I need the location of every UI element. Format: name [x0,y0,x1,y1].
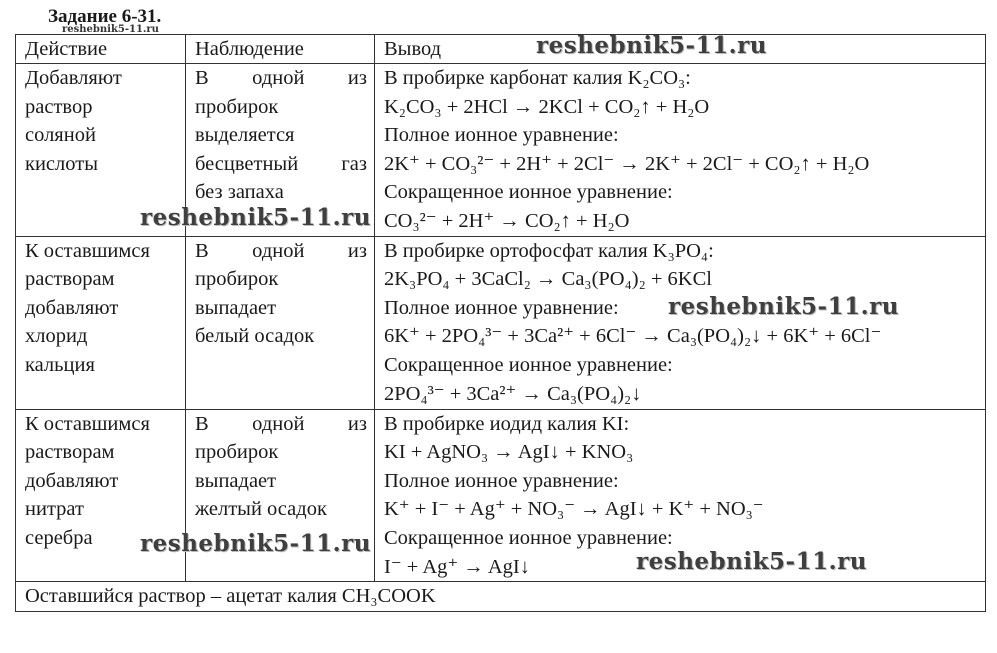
watermark-small: reshebnik5-11.ru [62,24,159,35]
equation-line: 2K₃PO₄ + 3CaCl₂ → Ca₃(PO₄)₂ + 6KCl [384,268,712,291]
observation-line: В одной из [195,239,367,262]
watermark: reshebnik5-11.ru [140,204,371,231]
equation-line: CO₃²⁻ + 2H⁺ → CO₂↑ + H₂O [384,209,630,232]
watermark: reshebnik5-11.ru [140,530,371,557]
table-header-row [16,35,986,64]
observation-line: без запаха [195,181,284,204]
observation-line: пробирок [195,441,279,464]
results-table [15,34,986,612]
action-line: кислоты [25,152,98,175]
conclusion-cell [375,64,986,237]
observation-line: выпадает [195,296,277,319]
conclusion-line: Сокращенное ионное уравнение: [384,181,673,204]
equation-line: 6K⁺ + 2PO₄³⁻ + 3Ca²⁺ + 6Cl⁻ → Ca₃(PO₄)₂↓ + 6K⁺ + 6Cl⁻ [384,325,882,348]
header-action: Действие [16,35,186,64]
footer-cell: Оставшийся раствор – ацетат калия CH₃COOK [16,582,986,612]
observation-line: пробирок [195,95,279,118]
conclusion-line: В пробирке карбонат калия K₂CO₃: [384,67,691,89]
action-cell [16,236,186,409]
action-line: К оставшимся [25,239,150,262]
action-line: К оставшимся [25,412,150,435]
action-line: нитрат [25,498,84,521]
observation-line: пробирок [195,268,279,291]
header-conclusion: Вывод [375,35,986,64]
equation-line: K₂CO₃ + 2HCl → 2KCl + CO₂↑ + H₂O [384,95,710,118]
watermark: reshebnik5-11.ru [536,32,767,59]
watermark: reshebnik5-11.ru [668,293,899,320]
observation-cell [186,236,375,409]
action-line: растворам [25,441,115,464]
conclusion-line: Полное ионное уравнение: [384,296,619,319]
table-footer-row [16,582,986,612]
conclusion-line: Сокращенное ионное уравнение: [384,526,673,549]
action-line: серебра [25,526,93,549]
observation-line: выделяется [195,124,295,147]
observation-line: В одной из [195,412,367,435]
conclusion-line: В пробирке иодид калия KI: [384,412,630,435]
action-line: растворам [25,268,115,291]
action-line: раствор [25,95,93,118]
equation-line: K⁺ + I⁻ + Ag⁺ + NO₃⁻ → AgI↓ + K⁺ + NO₃⁻ [384,498,764,521]
equation-line: KI + AgNO₃ → AgI↓ + KNO₃ [384,441,634,464]
action-line: добавляют [25,469,119,492]
observation-line: желтый осадок [195,498,327,521]
header-observation: Наблюдение [186,35,375,64]
equation-line: 2PO₄³⁻ + 3Ca²⁺ → Ca₃(PO₄)₂↓ [384,382,642,405]
observation-line: белый осадок [195,325,315,348]
action-line: добавляют [25,296,119,319]
action-line: Добавляют [25,67,122,89]
action-line: соляной [25,124,96,147]
watermark: reshebnik5-11.ru [636,548,867,575]
observation-line: бесцветный газ [195,152,367,175]
action-line: кальция [25,353,95,376]
task-title: Задание 6-31. [48,6,162,27]
observation-line: выпадает [195,469,277,492]
observation-line: В одной из [195,67,367,89]
table-row [16,236,986,409]
action-line: хлорид [25,325,88,348]
conclusion-line: Полное ионное уравнение: [384,124,619,147]
conclusion-line: Полное ионное уравнение: [384,469,619,492]
equation-line: I⁻ + Ag⁺ → AgI↓ [384,555,530,578]
equation-line: 2K⁺ + CO₃²⁻ + 2H⁺ + 2Cl⁻ → 2K⁺ + 2Cl⁻ + CO₂↑ + H₂O [384,152,870,175]
conclusion-line: Сокращенное ионное уравнение: [384,353,673,376]
conclusion-line: В пробирке ортофосфат калия K₃PO₄: [384,239,714,262]
conclusion-cell [375,236,986,409]
